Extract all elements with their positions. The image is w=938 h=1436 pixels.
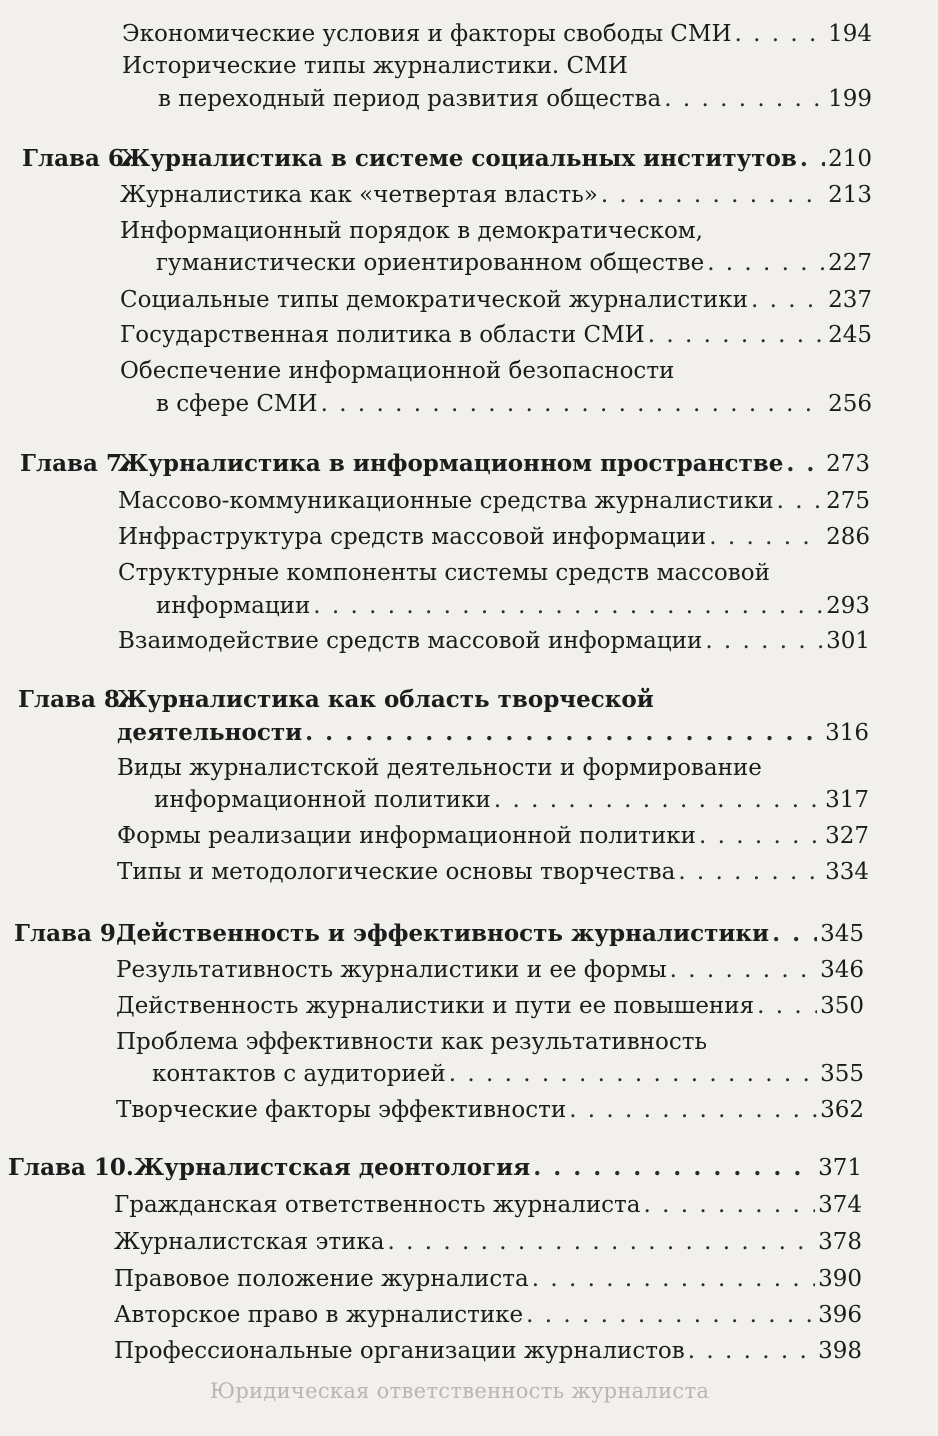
page-number: 293 [826, 593, 870, 619]
dot-leader [751, 280, 825, 320]
entry-title: Экономические условия и факторы свободы СМИ [122, 21, 732, 47]
toc-entry[interactable] [152, 1054, 864, 1094]
entry-title: Массово-коммуникационные средства журналистики [118, 488, 774, 514]
toc-entry[interactable] [156, 243, 872, 283]
chapter-heading[interactable] [120, 139, 872, 179]
toc-entry[interactable] [118, 517, 870, 557]
chapter-heading[interactable] [134, 1148, 862, 1188]
chapter-title: Журналистская деонтология [134, 1154, 531, 1181]
dot-leader [735, 14, 826, 54]
chapter-title: Журналистика в системе социальных институтов [120, 145, 797, 172]
chapter-number: Глава 8. [18, 686, 128, 713]
entry-title-line1[interactable]: Виды журналистской деятельности и формирование [117, 755, 762, 781]
page-number: 327 [825, 823, 869, 849]
page-number: 345 [820, 921, 864, 947]
page-number: 275 [826, 488, 870, 514]
toc-entry[interactable] [116, 986, 864, 1026]
page-number: 213 [828, 182, 872, 208]
toc-entry[interactable] [116, 950, 864, 990]
entry-title: Результативность журналистики и ее формы [116, 957, 667, 983]
entry-title-line2: информационной политики [154, 787, 491, 813]
dot-leader [601, 175, 825, 215]
page-number: 301 [826, 628, 870, 654]
page-number: 317 [825, 787, 869, 813]
page-number: 396 [818, 1302, 862, 1328]
chapter-number: Глава 7. [20, 450, 130, 477]
entry-title-line2: гуманистически ориентированном обществе [156, 250, 705, 276]
toc-entry[interactable] [156, 586, 870, 626]
toc-entry[interactable] [114, 1331, 862, 1371]
page-number: 199 [828, 86, 872, 112]
toc-entry[interactable] [114, 1185, 862, 1225]
chapter-title-line2: деятельности [117, 719, 303, 746]
toc-entry[interactable] [114, 1259, 862, 1299]
dot-leader [494, 780, 822, 820]
page-number: 398 [818, 1338, 862, 1364]
page-number: 355 [820, 1061, 864, 1087]
bleed-through-text: Юридическая ответственность журналиста [210, 1379, 710, 1403]
chapter-title: Журналистика в информационном пространстве [118, 450, 784, 477]
page-number: 286 [826, 524, 870, 550]
entry-title: Государственная политика в области СМИ [120, 322, 645, 348]
dot-leader [678, 852, 822, 892]
page-number: 316 [825, 720, 869, 746]
toc-entry[interactable] [154, 780, 869, 820]
dot-leader [800, 139, 825, 179]
entry-title: Журналистская этика [114, 1229, 385, 1255]
chapter-title-line1[interactable]: Журналистика как область творческой [117, 686, 654, 713]
toc-entry[interactable] [120, 315, 872, 355]
toc-entry[interactable] [118, 481, 870, 521]
dot-leader [321, 384, 825, 424]
chapter-number: Глава 6. [22, 145, 132, 172]
dot-leader [664, 79, 825, 119]
toc-entry[interactable] [156, 384, 872, 424]
dot-leader [644, 1185, 816, 1225]
entry-title: Творческие факторы эффективности [116, 1097, 567, 1123]
dot-leader [388, 1222, 816, 1262]
entry-title-line2: в сфере СМИ [156, 391, 318, 417]
page-number: 378 [818, 1229, 862, 1255]
dot-leader [777, 481, 824, 521]
dot-leader [305, 713, 822, 753]
dot-leader [786, 444, 823, 484]
toc-entry[interactable] [158, 79, 872, 119]
page-number: 227 [828, 250, 872, 276]
page-number: 350 [820, 993, 864, 1019]
entry-title-line1[interactable]: Структурные компоненты системы средств массовой [118, 560, 770, 586]
toc-entry[interactable] [114, 1222, 862, 1262]
dot-leader [772, 914, 817, 954]
toc-entry[interactable] [114, 1295, 862, 1335]
entry-title-line2: контактов с аудиторией [152, 1061, 446, 1087]
entry-title: Авторское право в журналистике [114, 1302, 524, 1328]
entry-title-line2: информации [156, 593, 311, 619]
chapter-number: Глава 10. [8, 1154, 134, 1181]
entry-title-line1[interactable]: Исторические типы журналистики. СМИ [122, 53, 628, 79]
page-number: 237 [828, 287, 872, 313]
toc-entry[interactable] [120, 280, 872, 320]
dot-leader [707, 243, 825, 283]
toc-entry[interactable] [120, 175, 872, 215]
page-number: 194 [828, 21, 872, 47]
entry-title: Инфраструктура средств массовой информации [118, 524, 707, 550]
toc-entry[interactable] [117, 816, 869, 856]
page-number: 273 [826, 451, 870, 477]
entry-title: Правовое положение журналиста [114, 1266, 529, 1292]
dot-leader [699, 816, 822, 856]
page-number: 346 [820, 957, 864, 983]
dot-leader [648, 315, 825, 355]
chapter-heading[interactable] [118, 444, 870, 484]
chapter-heading[interactable] [117, 713, 869, 753]
entry-title: Профессиональные организации журналистов [114, 1338, 685, 1364]
entry-title: Формы реализации информационной политики [117, 823, 696, 849]
dot-leader [670, 950, 817, 990]
page-number: 362 [820, 1097, 864, 1123]
dot-leader [688, 1331, 815, 1371]
chapter-number: Глава 9. [14, 920, 124, 947]
entry-title: Социальные типы демократической журналистики [120, 287, 748, 313]
toc-entry[interactable] [117, 852, 869, 892]
entry-title: Журналистика как «четвертая власть» [120, 182, 598, 208]
dot-leader [533, 1148, 815, 1188]
dot-leader [705, 621, 823, 661]
dot-leader [526, 1295, 815, 1335]
page-number: 334 [825, 859, 869, 885]
dot-leader [569, 1090, 817, 1130]
dot-leader [709, 517, 823, 557]
page-number: 210 [828, 146, 872, 172]
entry-title-line1[interactable]: Обеспечение информационной безопасности [120, 358, 675, 384]
entry-title: Действенность журналистики и пути ее повышения [116, 993, 755, 1019]
chapter-heading[interactable] [116, 914, 864, 954]
dot-leader [313, 586, 823, 626]
page-number: 371 [818, 1155, 862, 1181]
toc-entry[interactable] [118, 621, 870, 661]
dot-leader [449, 1054, 817, 1094]
page-number: 390 [818, 1266, 862, 1292]
dot-leader [532, 1259, 815, 1299]
toc-entry[interactable] [116, 1090, 864, 1130]
entry-title: Взаимодействие средств массовой информации [118, 628, 703, 654]
entry-title-line1[interactable]: Информационный порядок в демократическом, [120, 218, 703, 244]
dot-leader [757, 986, 817, 1026]
page-number: 256 [828, 391, 872, 417]
entry-title-line1[interactable]: Проблема эффективности как результативность [116, 1029, 707, 1055]
page-number: 374 [818, 1192, 862, 1218]
entry-title: Типы и методологические основы творчества [117, 859, 676, 885]
page-number: 245 [828, 322, 872, 348]
chapter-title: Действенность и эффективность журналистики [116, 920, 770, 947]
entry-title-line2: в переходный период развития общества [158, 86, 662, 112]
entry-title: Гражданская ответственность журналиста [114, 1192, 641, 1218]
